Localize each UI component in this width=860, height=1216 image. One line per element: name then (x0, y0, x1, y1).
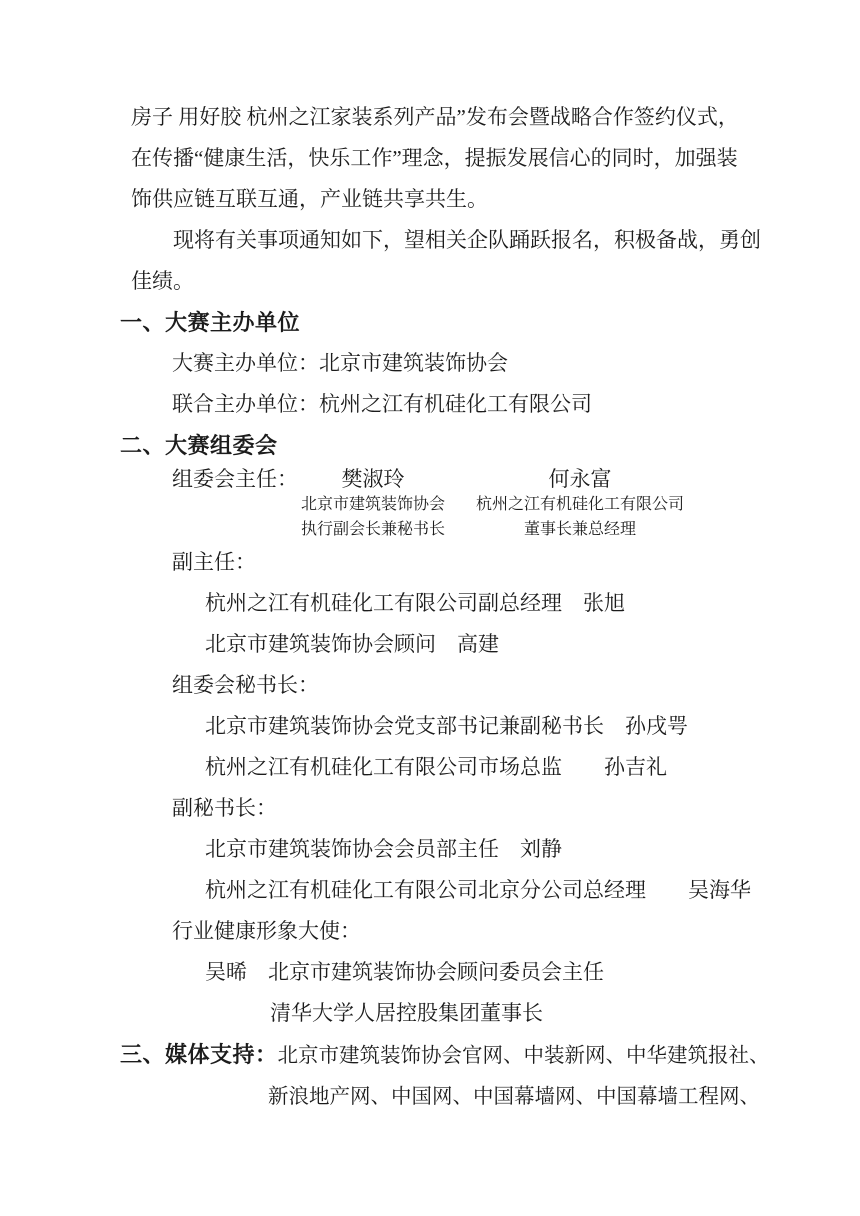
deputy-secretary-label: 副秘书长： (172, 796, 277, 820)
intro-paragraph-2 (120, 220, 820, 302)
committee-chair-label: 组委会主任： (172, 467, 298, 491)
media-support-line: 北京市建筑装饰协会官网、中装新网、中华建筑报社、 (277, 1045, 770, 1067)
ambassador-label: 行业健康形象大使： (172, 919, 361, 943)
ambassador-line: 清华大学人居控股集团董事长 (270, 1001, 543, 1025)
chair-org: 北京市建筑装饰协会 (300, 496, 445, 513)
committee-member-line: 杭州之江有机硅化工有限公司副总经理 张旭 (205, 591, 625, 615)
organizer-item: 大赛主办单位：北京市建筑装饰协会 (172, 351, 508, 375)
section-heading-committee: 二、大赛组委会 (120, 433, 278, 458)
chair-name: 樊淑玲 (341, 467, 405, 491)
chair-orgs-row (120, 492, 820, 517)
vice-chair-label: 副主任： (172, 550, 256, 574)
secretary-general-label: 组委会秘书长： (172, 673, 319, 697)
committee-member-line: 北京市建筑装饰协会会员部主任 刘静 (205, 837, 562, 861)
text-line: 现将有关事项通知如下，望相关企队踊跃报名，积极备战，勇创 (173, 228, 761, 252)
media-support-line: 新浪地产网、中国网、中国幕墙网、中国幕墙工程网、 (268, 1086, 760, 1108)
ambassador-line: 吴晞 北京市建筑装饰协会顾问委员会主任 (205, 960, 604, 984)
text-line: 在传播“健康生活，快乐工作”理念，提振发展信心的同时，加强装 (131, 146, 738, 170)
chair-titles-row (120, 517, 820, 542)
text-line: 房子 用好胶 杭州之江家装系列产品”发布会暨战略合作签约仪式， (131, 105, 739, 129)
chair-title: 董事长兼总经理 (523, 521, 636, 538)
committee-chairs-block (120, 466, 820, 542)
committee-member-line: 杭州之江有机硅化工有限公司市场总监 孙吉礼 (205, 755, 667, 779)
chair-org: 杭州之江有机硅化工有限公司 (475, 496, 684, 513)
chair-name: 何永富 (548, 467, 612, 491)
committee-member-line: 北京市建筑装饰协会党支部书记兼副秘书长 孙戌咢 (205, 714, 688, 738)
committee-member-line: 北京市建筑装饰协会顾问 高建 (205, 632, 499, 656)
text-line: 佳绩。 (131, 269, 194, 293)
intro-paragraph-1 (120, 97, 820, 220)
committee-member-line: 杭州之江有机硅化工有限公司北京分公司总经理 吴海华 (205, 878, 751, 902)
media-support-row (120, 1034, 820, 1077)
chair-title: 执行副会长兼秘书长 (300, 521, 445, 538)
text-line: 饰供应链互联互通，产业链共享共生。 (131, 187, 488, 211)
section-heading-media: 三、媒体支持： (120, 1042, 278, 1067)
section-heading-organizers: 一、大赛主办单位 (120, 310, 301, 335)
organizer-item: 联合主办单位：杭州之江有机硅化工有限公司 (172, 392, 592, 416)
